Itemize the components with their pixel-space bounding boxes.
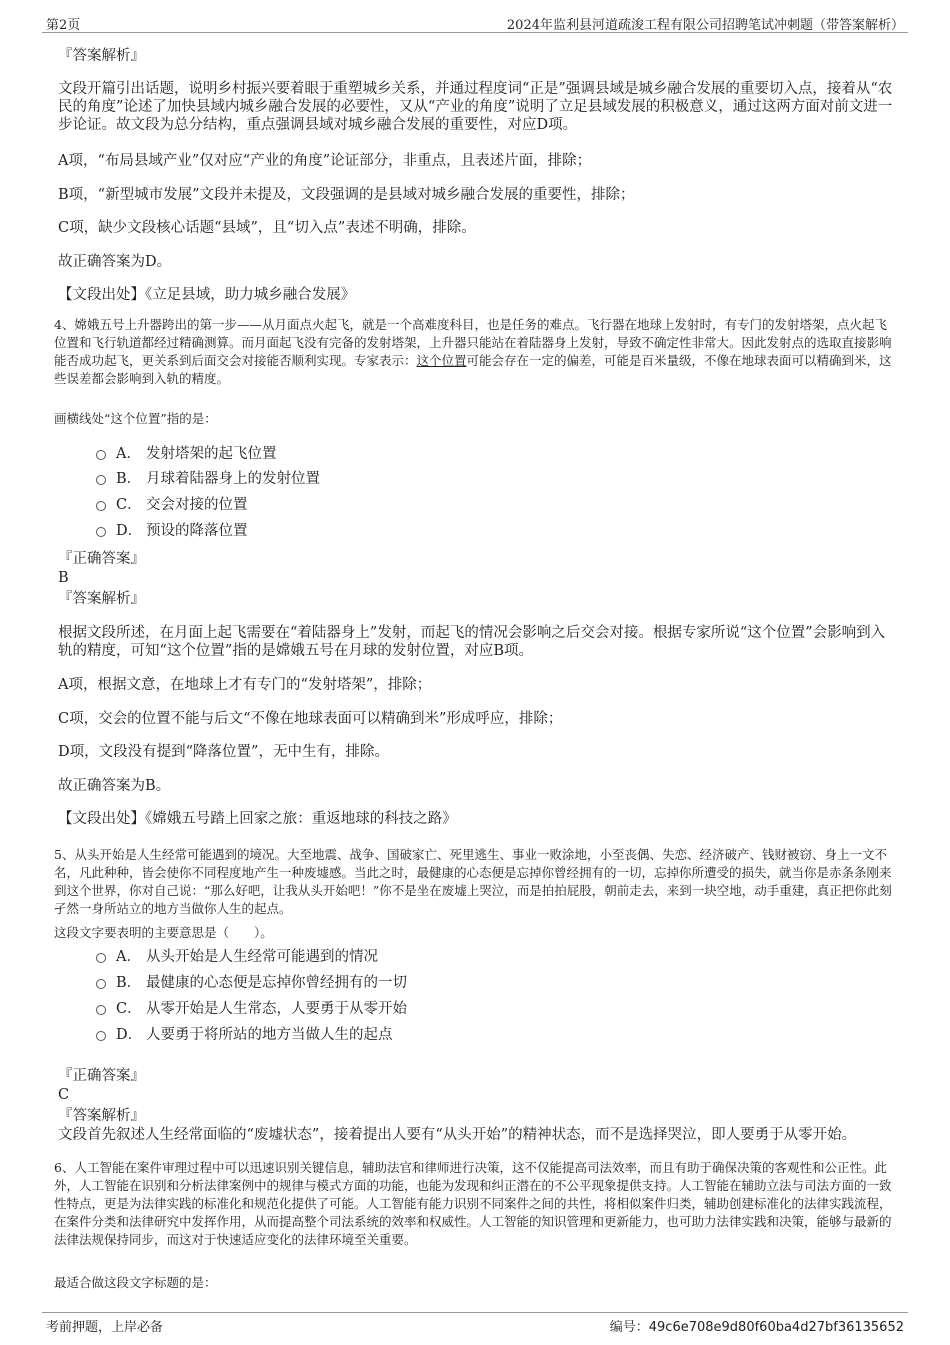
q5-option-d[interactable]: D． 人要勇于将所站的地方当做人生的起点 [96,1026,393,1044]
radio-icon[interactable] [96,527,106,537]
q3-source: 【文段出处】《立足县域，助力城乡融合发展》 [58,287,356,303]
q4-underlined-phrase: 这个位置 [416,353,467,368]
q4-stem: 4、嫦娥五号上升器跨出的第一步——从月面点火起飞，就是一个高难度科目，也是任务的难点。飞行器在地球上发射时，有专门的发射塔架，点火起飞位置和飞行轨道都经过精确测算。而月面起飞没有完备的发射塔架，上升器只能站在着陆器身上发射，导致不确定性非常大。因此发射点的选取直接影响能否成功起飞，更关系到后面交会对接能否顺利实现。专家表示：这个位置可能会存在一定的偏差，可能是百米量级，不像在地球表面可以精确到米，这些误差都会影响到入轨的精度。 [54,317,892,386]
q4-option-d[interactable]: D． 预设的降落位置 [96,522,248,540]
q3-option-a-analysis: A项，“布局县域产业”仅对应“产业的角度”论证部分，非重点，且表述片面，排除； [58,153,592,169]
q4-correct-label: 『正确答案』 [58,551,145,567]
radio-icon[interactable] [96,1005,106,1015]
q3-option-b-analysis: B项，“新型城市发展”文段并未提及，文段强调的是县域对城乡融合发展的重要性，排除； [58,187,635,203]
q5-question: 这段文字要表明的主要意思是（ ）。 [54,925,273,940]
document-code: 编号：49c6e708e9d80f60ba4d27bf36135652 [609,1320,904,1335]
radio-icon[interactable] [96,1031,106,1041]
page-footer [42,1312,908,1335]
q5-analysis-text: 文段首先叙述人生经常面临的“废墟状态”，接着提出人要有“从头开始”的精神状态，而不是选择哭泣，即人要勇于从零开始。 [58,1127,857,1143]
q4-option-b[interactable]: B． 月球着陆器身上的发射位置 [96,470,320,488]
q6-question: 最适合做这段文字标题的是： [54,1275,217,1290]
radio-icon[interactable] [96,450,106,460]
q4-option-a-analysis: A项，根据文意，在地球上才有专门的“发射塔架”，排除； [58,677,432,693]
q4-analysis-text: 根据文段所述，在月面上起飞需要在“着陆器身上”发射，而起飞的情况会影响之后交会对接。根据专家所说“这个位置”会影响到入轨的精度，可知“这个位置”指的是嫦娥五号在月球的发射位置，对应B项。 [58,625,886,659]
q6-stem: 6、人工智能在案件审理过程中可以迅速识别关键信息，辅助法官和律师进行决策，这不仅能提高司法效率，而且有助于确保决策的客观性和公正性。此外，人工智能在识别和分析法律案例中的规律与模式方面的功能，也能为发现和纠正潜在的不公平现象提供支持。人工智能在辅助立法与司法方面的一致性特点，更是为法律实践的标准化和规范化提供了可能。人工智能有能力识别不同案件之间的共性，将相似案件归类，辅助创建标准化的法律实践流程，在案件分类和法律研究中发挥作用，从而提高整个司法系统的效率和权威性。人工智能的知识管理和更新能力，也可助力法律实践和决策，能够与最新的法律法规保持同步，而这对于快速适应变化的法律环境至关重要。 [54,1160,892,1247]
q4-option-c[interactable]: C． 交会对接的位置 [96,496,248,514]
q5-option-a[interactable]: A． 从头开始是人生经常可能遇到的情况 [96,948,378,966]
radio-icon[interactable] [96,475,106,485]
page-header [42,12,908,33]
q4-option-d-analysis: D项，文段没有提到“降落位置”，无中生有，排除。 [58,744,389,760]
document-title: 2024年监利县河道疏浚工程有限公司招聘笔试冲刺题（带答案解析） [506,18,904,33]
q5-option-c[interactable]: C． 从零开始是人生常态，人要勇于从零开始 [96,1000,407,1018]
radio-icon[interactable] [96,501,106,511]
q5-stem: 5、从头开始是人生经常可能遇到的境况。大至地震、战争、国破家亡、死里逃生、事业一败涂地，小至丧偶、失恋、经济破产、钱财被窃、身上一文不名，凡此种种，皆会使你不同程度地产生一种废墟感。当此之时，最健康的心态便是忘掉你曾经拥有的一切，忘掉你所遭受的损失，就当你是赤条条刚来到这个世界，你对自己说：“那么好吧，让我从头开始吧！”你不是坐在废墟上哭泣，而是拍拍屁股，朝前走去，来到一块空地，动手重建，真正把你此刻孑然一身所站立的地方当做你人生的起点。 [54,847,892,916]
footer-slogan: 考前押题，上岸必备 [46,1320,164,1335]
q4-correct-answer: B [58,570,69,586]
q3-analysis-text: 文段开篇引出话题，说明乡村振兴要着眼于重塑城乡关系，并通过程度词“正是”强调县域是城乡融合发展的重要切入点，接着从“农民的角度”论述了加快县域内城乡融合发展的必要性，又从“产业的角度”说明了立足县域发展的积极意义，通过这两方面对前文进一步论证。故文段为总分结构，重点强调县域对城乡融合发展的重要性，对应D项。 [58,81,893,133]
q3-option-c-analysis: C项，缺少文段核心话题“县域”，且“切入点”表述不明确，排除。 [58,220,476,236]
radio-icon[interactable] [96,953,106,963]
q4-source: 【文段出处】《嫦娥五号踏上回家之旅：重返地球的科技之路》 [58,811,457,827]
q4-conclusion: 故正确答案为B。 [58,778,171,794]
q4-option-c-analysis: C项，交会的位置不能与后文“不像在地球表面可以精确到米”形成呼应，排除； [58,711,563,727]
q3-analysis-label: 『答案解析』 [58,48,145,64]
page-number: 第2页 [46,18,81,33]
radio-icon[interactable] [96,979,106,989]
q5-correct-answer: C [58,1087,70,1103]
q3-conclusion: 故正确答案为D。 [58,254,172,270]
q5-correct-label: 『正确答案』 [58,1068,145,1084]
q4-option-a[interactable]: A． 发射塔架的起飞位置 [96,445,277,463]
q4-analysis-label: 『答案解析』 [58,591,145,607]
q5-option-b[interactable]: B． 最健康的心态便是忘掉你曾经拥有的一切 [96,974,407,992]
q4-question: 画横线处“这个位置”指的是： [54,411,217,426]
q5-analysis-label: 『答案解析』 [58,1108,145,1124]
